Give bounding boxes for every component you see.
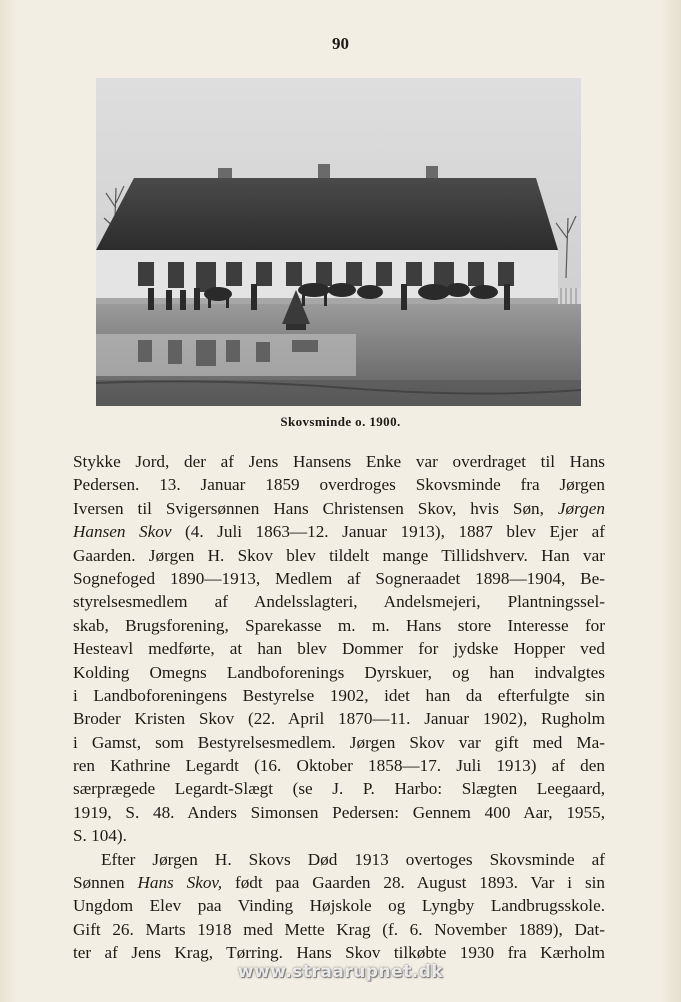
italic-name: Jørgen xyxy=(557,498,605,518)
text-run: Hesteavl medførte, at han blev Dommer for jydske Hopper ved xyxy=(73,639,605,659)
text-line xyxy=(73,590,605,613)
text-line xyxy=(73,824,605,847)
text-run: Gaarden. Jørgen H. Skov blev tildelt mange Tillidshverv. Han var xyxy=(73,545,605,565)
text-line xyxy=(73,614,605,637)
text-line xyxy=(73,684,605,707)
text-line xyxy=(73,473,605,496)
text-line xyxy=(73,661,605,684)
photo-caption: Skovsminde o. 1900. xyxy=(280,414,401,429)
text-line xyxy=(73,497,605,520)
text-run: Gift 26. Marts 1918 med Mette Krag (f. 6. November 1889), Dat- xyxy=(73,919,605,939)
italic-name: Hansen Skov xyxy=(73,522,172,542)
text-run: Sønnen xyxy=(73,873,138,893)
text-run: skab, Brugsforening, Sparekasse m. m. Hans store Interesse for xyxy=(73,615,605,635)
text-line xyxy=(73,754,605,777)
text-run: styrelsesmedlem af Andelsslagteri, Andelsmejeri, Plantningssel- xyxy=(73,592,605,612)
text-line xyxy=(73,848,605,871)
text-line xyxy=(73,871,605,894)
text-line xyxy=(73,801,605,824)
text-run: Pedersen. 13. Januar 1859 overdroges Skovsminde fra Jørgen xyxy=(73,475,605,495)
text-line xyxy=(73,731,605,754)
text-run: Sognefoged 1890—1913, Medlem af Sogneraadet 1898—1904, Be- xyxy=(73,568,605,588)
farmhouse-photo xyxy=(96,78,581,406)
text-line xyxy=(73,544,605,567)
text-run: S. 104). xyxy=(73,826,127,846)
body-text xyxy=(73,450,605,965)
text-line xyxy=(73,894,605,917)
text-line xyxy=(73,918,605,941)
text-run: 1919, S. 48. Anders Simonsen Pedersen: Gennem 400 Aar, 1955, xyxy=(73,802,605,822)
text-run: i Gamst, som Bestyrelsesmedlem. Jørgen Skov var gift med Ma- xyxy=(73,732,605,752)
text-run: født paa Gaarden 28. August 1893. Var i sin xyxy=(222,873,605,893)
text-line xyxy=(73,567,605,590)
text-line xyxy=(73,777,605,800)
text-line xyxy=(73,707,605,730)
text-run: Ungdom Elev paa Vinding Højskole og Lyngby Landbrugsskole. xyxy=(73,896,605,916)
text-run: særprægede Legardt-Slægt (se J. P. Harbo: Slægten Leegaard, xyxy=(73,779,605,799)
italic-name: Hans Skov, xyxy=(137,873,223,893)
text-run: Stykke Jord, der af Jens Hansens Enke var overdraget til Hans xyxy=(73,452,605,471)
text-run: Broder Kristen Skov (22. April 1870—11. Januar 1902), Rugholm xyxy=(73,709,605,729)
text-run: i Landboforeningens Bestyrelse 1902, idet han da efterfulgte sin xyxy=(73,685,605,705)
text-line xyxy=(73,637,605,660)
text-run: Kolding Omegns Landboforenings Dyrskuer, og han indvalgtes xyxy=(73,662,605,682)
text-run: (4. Juli 1863—12. Januar 1913), 1887 blev Ejer af xyxy=(171,522,605,542)
page-number: 90 xyxy=(332,34,349,53)
site-watermark: www.straarupnet.dk xyxy=(237,962,444,982)
text-line xyxy=(73,520,605,543)
text-run: Efter Jørgen H. Skovs Død 1913 overtoges Skovsminde af xyxy=(101,849,605,869)
text-run: Iversen til Svigersønnen Hans Christensen Skov, hvis Søn, xyxy=(73,498,558,518)
text-line xyxy=(73,450,605,473)
text-run: ter af Jens Krag, Tørring. Hans Skov tilkøbte 1930 fra Kærholm xyxy=(73,943,605,963)
text-run: ren Kathrine Legardt (16. Oktober 1858—17. Juli 1913) af den xyxy=(73,756,605,776)
